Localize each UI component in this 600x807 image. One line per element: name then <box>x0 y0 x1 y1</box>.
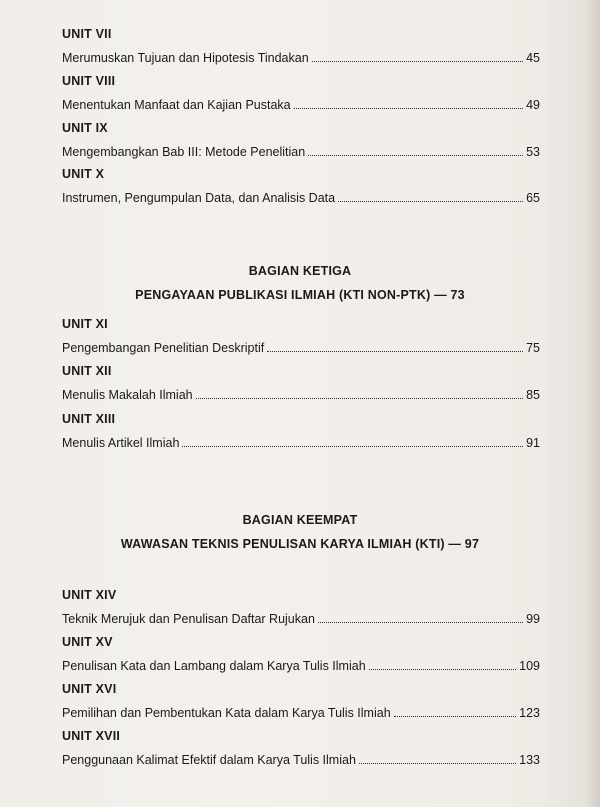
unit-label: UNIT XII <box>62 364 112 378</box>
toc-entry-unit-ix <box>62 120 540 160</box>
unit-label: UNIT XV <box>62 635 113 649</box>
toc-line[interactable] <box>62 190 540 206</box>
toc-line[interactable] <box>62 705 540 721</box>
toc-entry-unit-xii <box>62 363 540 403</box>
toc-entry-unit-xv <box>62 634 540 674</box>
part-four-title: WAWASAN TEKNIS PENULISAN KARYA ILMIAH (KTI) — 97 <box>120 537 480 551</box>
chapter-title: Menulis Makalah Ilmiah <box>62 388 193 402</box>
chapter-title: Menulis Artikel Ilmiah <box>62 436 180 450</box>
chapter-title: Instrumen, Pengumpulan Data, dan Analisis Data <box>62 191 336 205</box>
toc-entry-unit-xiv <box>62 587 540 627</box>
dot-leader <box>312 61 523 62</box>
toc-entry-unit-xiii <box>62 411 540 451</box>
toc-entry-unit-xi <box>62 316 540 356</box>
toc-entry-unit-viii <box>62 73 540 113</box>
toc-line[interactable] <box>62 144 540 160</box>
dot-leader <box>308 155 523 156</box>
toc-entry-unit-xvi <box>62 681 540 721</box>
toc-line[interactable] <box>62 97 540 113</box>
toc-line[interactable] <box>62 435 540 451</box>
dot-leader <box>196 398 523 399</box>
page-number: 75 <box>526 341 540 355</box>
toc-entry-unit-x <box>62 166 540 206</box>
toc-line[interactable] <box>62 387 540 403</box>
unit-label: UNIT XIV <box>62 588 117 602</box>
page-number: 133 <box>519 753 540 767</box>
dot-leader <box>182 446 523 447</box>
toc-line[interactable] <box>62 658 540 674</box>
unit-label: UNIT IX <box>62 121 108 135</box>
unit-label: UNIT VIII <box>62 74 116 88</box>
toc-line[interactable] <box>62 340 540 356</box>
chapter-title: Penulisan Kata dan Lambang dalam Karya Tulis Ilmiah <box>62 659 366 673</box>
dot-leader <box>338 201 523 202</box>
page-number: 109 <box>519 659 540 673</box>
toc-line[interactable] <box>62 50 540 66</box>
dot-leader <box>359 763 516 764</box>
dot-leader <box>369 669 516 670</box>
chapter-title: Pemilihan dan Pembentukan Kata dalam Karya Tulis Ilmiah <box>62 706 391 720</box>
chapter-title: Mengembangkan Bab III: Metode Penelitian <box>62 145 306 159</box>
unit-label: UNIT VII <box>62 27 112 41</box>
unit-label: UNIT XI <box>62 317 108 331</box>
unit-label: UNIT X <box>62 167 105 181</box>
part-three-title: PENGAYAAN PUBLIKASI ILMIAH (KTI NON-PTK) — 73 <box>135 288 465 302</box>
dot-leader <box>294 108 523 109</box>
page-number: 85 <box>526 388 540 402</box>
chapter-title: Pengembangan Penelitian Deskriptif <box>62 341 265 355</box>
dot-leader <box>394 716 516 717</box>
page-number: 99 <box>526 612 540 626</box>
part-four-label: BAGIAN KEEMPAT <box>242 513 358 527</box>
page-number: 45 <box>526 51 540 65</box>
toc-entry-unit-xvii <box>62 728 540 768</box>
dot-leader <box>318 622 523 623</box>
page-number: 91 <box>526 436 540 450</box>
dot-leader <box>267 351 523 352</box>
page-edge-shadow <box>586 0 600 807</box>
unit-label: UNIT XIII <box>62 412 116 426</box>
page-number: 49 <box>526 98 540 112</box>
unit-label: UNIT XVII <box>62 729 121 743</box>
toc-entry-unit-vii <box>62 26 540 66</box>
unit-label: UNIT XVI <box>62 682 117 696</box>
chapter-title: Menentukan Manfaat dan Kajian Pustaka <box>62 98 291 112</box>
page-number: 65 <box>526 191 540 205</box>
page-number: 123 <box>519 706 540 720</box>
chapter-title: Merumuskan Tujuan dan Hipotesis Tindakan <box>62 51 309 65</box>
chapter-title: Teknik Merujuk dan Penulisan Daftar Rujukan <box>62 612 315 626</box>
page-number: 53 <box>526 145 540 159</box>
toc-line[interactable] <box>62 752 540 768</box>
chapter-title: Penggunaan Kalimat Efektif dalam Karya Tulis Ilmiah <box>62 753 356 767</box>
toc-line[interactable] <box>62 611 540 627</box>
part-three-label: BAGIAN KETIGA <box>248 264 352 278</box>
